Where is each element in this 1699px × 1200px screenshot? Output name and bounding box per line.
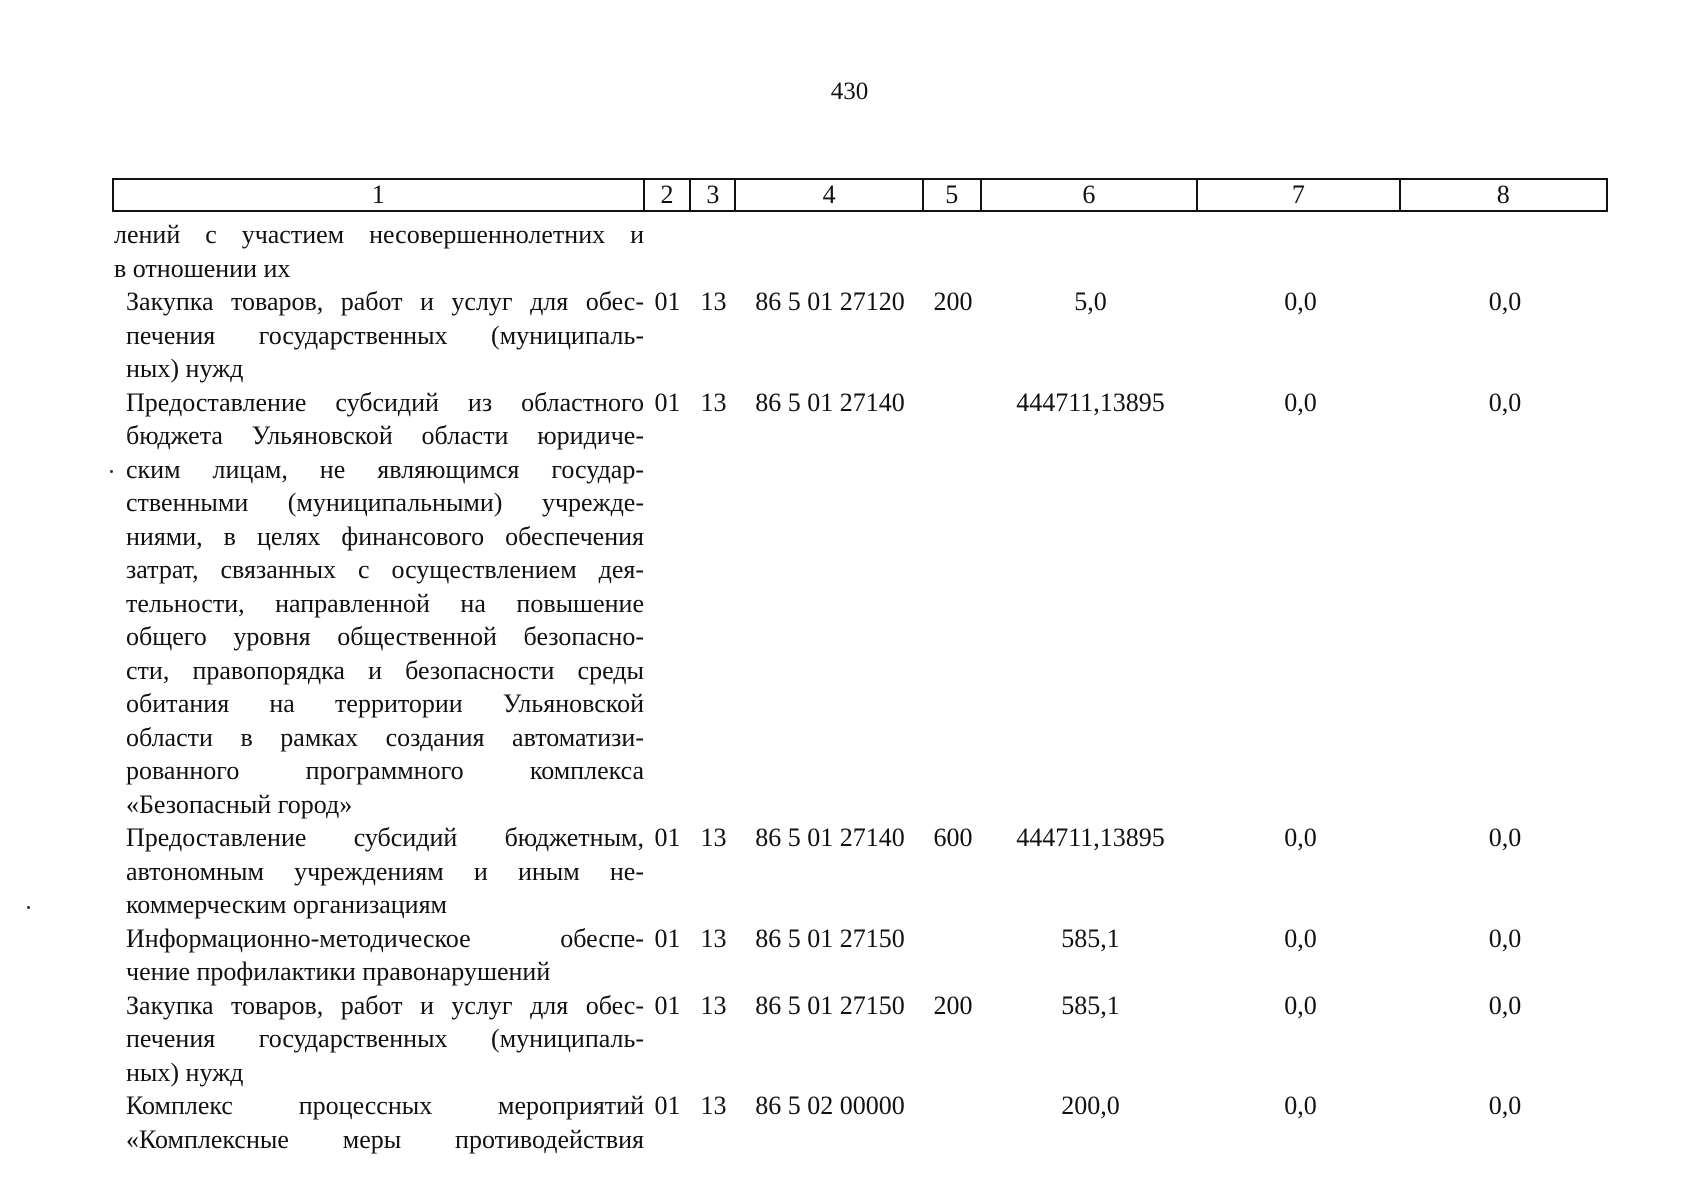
description-line: области в рамках создания автоматизи- <box>126 722 644 752</box>
description-line: чение профилактики правонарушений <box>126 957 551 986</box>
amount-column-7: 0,0 <box>1284 387 1317 417</box>
description-line: затрат, связанных с осуществлением дея- <box>126 555 644 584</box>
row-description <box>112 386 644 822</box>
description-line: Предоставление субсидий из областного <box>126 387 644 417</box>
column-header-2: 2 <box>645 180 692 210</box>
description-line: Комплекс процессных мероприятий <box>126 1091 644 1120</box>
table-row <box>112 386 1608 822</box>
description-line: коммерческим организациям <box>126 890 448 919</box>
column-header-6: 6 <box>982 180 1198 210</box>
table-row <box>112 821 1608 922</box>
table-row <box>112 922 1608 989</box>
column-header-5: 5 <box>924 180 982 210</box>
description-line: ных) нужд <box>126 1057 244 1087</box>
amount-column-8: 0,0 <box>1488 990 1522 1020</box>
table-row <box>112 285 1608 386</box>
description-line: в отношении их <box>114 253 291 283</box>
row-description <box>112 989 644 1090</box>
budget-table-body <box>112 218 1608 1156</box>
column-header-8: 8 <box>1496 180 1510 209</box>
description-line: тельности, направленной на повышение <box>126 588 644 618</box>
amount-column-7: 0,0 <box>1284 923 1317 953</box>
row-description <box>112 1089 644 1156</box>
amount-column-7: 0,0 <box>1284 1091 1317 1120</box>
target-article-code: 86 5 01 27140 <box>755 823 905 852</box>
subsection-code: 13 <box>700 990 727 1020</box>
description-line: ных) нужд <box>126 354 244 383</box>
subsection-code: 13 <box>700 1091 727 1120</box>
row-description <box>112 285 644 386</box>
amount-column-8: 0,0 <box>1488 923 1522 953</box>
subsection-code: 13 <box>700 923 727 953</box>
table-row <box>112 1089 1608 1156</box>
column-header-7: 7 <box>1198 180 1400 210</box>
table-header-row <box>112 178 1608 212</box>
amount-column-8: 0,0 <box>1488 823 1522 852</box>
subsection-code: 13 <box>700 387 727 417</box>
amount-column-6: 585,1 <box>1061 923 1120 953</box>
section-code: 01 <box>654 990 681 1020</box>
amount-column-6: 444711,13895 <box>1016 387 1165 417</box>
description-line: лений с участием несовершеннолетних и <box>114 220 644 249</box>
description-line: бюджета Ульяновской области юридиче- <box>126 421 644 450</box>
description-line: рованного программного комплекса <box>126 756 644 785</box>
amount-column-8: 0,0 <box>1488 1091 1522 1120</box>
column-header-3: 3 <box>691 180 736 210</box>
amount-column-8: 0,0 <box>1488 387 1522 417</box>
description-line: обитания на территории Ульяновской <box>126 689 644 718</box>
expense-type-code: 200 <box>933 287 973 316</box>
row-description <box>112 821 644 922</box>
section-code: 01 <box>654 923 681 953</box>
table-row <box>112 989 1608 1090</box>
section-code: 01 <box>654 1091 681 1120</box>
target-article-code: 86 5 01 27140 <box>755 387 905 417</box>
description-line: печения государственных (муниципаль- <box>126 1024 644 1053</box>
description-line: «Безопасный город» <box>126 789 353 819</box>
page-number: 430 <box>830 78 869 105</box>
amount-column-8: 0,0 <box>1488 287 1522 316</box>
expense-type-code: 600 <box>933 823 973 852</box>
scan-speck <box>27 906 30 909</box>
amount-column-6: 200,0 <box>1061 1091 1120 1120</box>
scan-speck <box>110 470 113 473</box>
table-row <box>112 218 1608 285</box>
column-header-4: 4 <box>736 180 924 210</box>
description-line: Предоставление субсидий бюджетным, <box>126 823 644 852</box>
description-line: Закупка товаров, работ и услуг для обес- <box>126 990 644 1020</box>
description-line: ственными (муниципальными) учрежде- <box>126 488 644 517</box>
description-line: сти, правопорядка и безопасности среды <box>126 655 644 685</box>
target-article-code: 86 5 01 27150 <box>755 990 905 1020</box>
section-code: 01 <box>654 387 681 417</box>
description-line: печения государственных (муниципаль- <box>126 320 644 350</box>
expense-type-code: 200 <box>933 990 973 1020</box>
amount-column-6: 5,0 <box>1074 287 1107 316</box>
row-description <box>112 218 644 285</box>
description-line: Закупка товаров, работ и услуг для обес- <box>126 287 644 316</box>
description-line: ниями, в целях финансового обеспечения <box>126 521 644 551</box>
description-line: общего уровня общественной безопасно- <box>126 622 644 651</box>
amount-column-6: 585,1 <box>1061 990 1120 1020</box>
target-article-code: 86 5 02 00000 <box>755 1091 905 1120</box>
amount-column-6: 444711,13895 <box>1016 823 1165 852</box>
amount-column-7: 0,0 <box>1284 287 1317 316</box>
subsection-code: 13 <box>700 287 727 316</box>
subsection-code: 13 <box>700 823 727 852</box>
amount-column-7: 0,0 <box>1284 823 1317 852</box>
description-line: Информационно-методическое обеспе- <box>126 923 644 953</box>
row-description <box>112 922 644 989</box>
target-article-code: 86 5 01 27150 <box>755 923 905 953</box>
description-line: «Комплексные меры противодействия <box>126 1124 644 1154</box>
section-code: 01 <box>654 287 681 316</box>
description-line: автономным учреждениям и иным не- <box>126 856 644 886</box>
column-header-1: 1 <box>114 180 645 210</box>
description-line: ским лицам, не являющимся государ- <box>126 454 644 484</box>
target-article-code: 86 5 01 27120 <box>755 287 905 316</box>
section-code: 01 <box>654 823 681 852</box>
amount-column-7: 0,0 <box>1284 990 1317 1020</box>
